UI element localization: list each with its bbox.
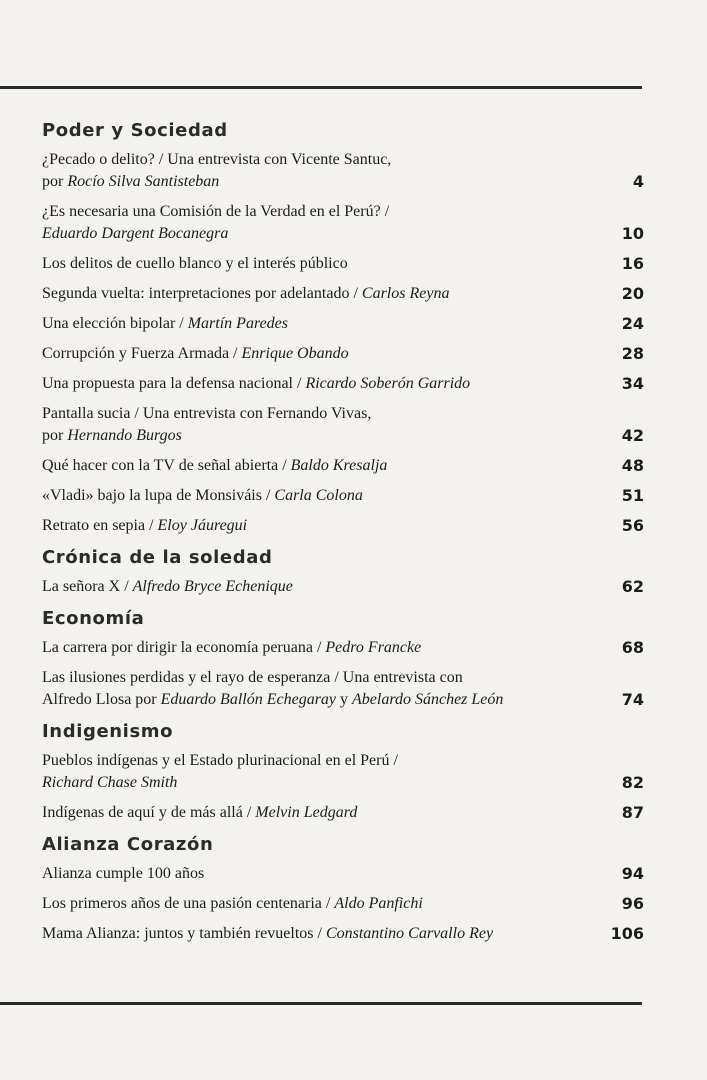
entry-text: por	[42, 427, 68, 444]
toc-entry	[42, 343, 644, 365]
toc-entry	[42, 863, 644, 885]
toc-entry	[42, 373, 644, 395]
entry-text: Mama Alianza: juntos y también revueltos /	[42, 925, 326, 942]
toc-section	[42, 120, 644, 537]
entry-author: Eduardo Ballón Echegaray	[160, 691, 337, 708]
entry-text: Alianza cumple 100 años	[42, 865, 205, 882]
entry-author: Richard Chase Smith	[42, 774, 178, 791]
toc-entry	[42, 802, 644, 824]
page-number: 68	[621, 638, 644, 657]
toc-entry	[42, 253, 644, 275]
entry-text: ¿Es necesaria una Comisión de la Verdad en el Perú? /	[42, 203, 390, 220]
entry-author: Rocío Silva Santisteban	[67, 173, 220, 190]
toc-entry	[42, 313, 644, 335]
entry-text: La señora X /	[42, 578, 133, 595]
entry-text: Corrupción y Fuerza Armada /	[42, 345, 242, 362]
page-number: 96	[621, 894, 644, 913]
page-number: 24	[621, 314, 644, 333]
page-number: 62	[621, 577, 644, 596]
page-number: 51	[621, 486, 644, 505]
toc-entry	[42, 403, 644, 447]
entry-text: Retrato en sepia /	[42, 517, 158, 534]
entry-author: Alfredo Bryce Echenique	[132, 578, 293, 595]
entry-author: Pedro Francke	[325, 639, 422, 656]
toc-entry	[42, 637, 644, 659]
toc-section	[42, 834, 644, 945]
entry-text: Los primeros años de una pasión centenaria /	[42, 895, 335, 912]
toc-entry	[42, 923, 644, 945]
entry-author: Eloy Jáuregui	[157, 517, 248, 534]
entry-text: Alfredo Llosa por	[42, 691, 161, 708]
page-number: 56	[621, 516, 644, 535]
entry-text: Una elección bipolar /	[42, 315, 188, 332]
entry-author: Hernando Burgos	[67, 427, 182, 444]
entry-text: Los delitos de cuello blanco y el interés público	[42, 255, 348, 272]
table-of-contents	[42, 120, 644, 953]
entry-text: Qué hacer con la TV de señal abierta /	[42, 457, 291, 474]
toc-section	[42, 721, 644, 824]
section-title: Poder y Sociedad	[42, 120, 228, 141]
toc-entry	[42, 667, 644, 711]
page-number: 48	[621, 456, 644, 475]
entry-text: La carrera por dirigir la economía peruana /	[42, 639, 326, 656]
entry-author: Enrique Obando	[241, 345, 349, 362]
page-number: 74	[621, 690, 644, 709]
page-number: 20	[621, 284, 644, 303]
page-number: 10	[621, 224, 644, 243]
page-number: 106	[610, 924, 644, 943]
entry-text: «Vladi» bajo la lupa de Monsiváis /	[42, 487, 275, 504]
page-number: 28	[621, 344, 644, 363]
entry-author: Carlos Reyna	[361, 285, 450, 302]
toc-entry	[42, 149, 644, 193]
section-title: Crónica de la soledad	[42, 547, 273, 568]
page-number: 94	[621, 864, 644, 883]
toc-section	[42, 547, 644, 598]
toc-entry	[42, 485, 644, 507]
entry-text: Indígenas de aquí y de más allá /	[42, 804, 256, 821]
entry-text: Pueblos indígenas y el Estado plurinacional en el Perú /	[42, 752, 398, 769]
toc-entry	[42, 283, 644, 305]
page-number: 34	[621, 374, 644, 393]
page-number: 42	[621, 426, 644, 445]
entry-author: Baldo Kresalja	[290, 457, 388, 474]
entry-text: Una propuesta para la defensa nacional /	[42, 375, 306, 392]
section-title: Economía	[42, 608, 145, 629]
entry-text: y	[336, 691, 353, 708]
section-title: Indigenismo	[42, 721, 174, 742]
toc-entry	[42, 893, 644, 915]
entry-author: Abelardo Sánchez León	[352, 691, 504, 708]
toc-entry	[42, 515, 644, 537]
entry-author: Ricardo Soberón Garrido	[305, 375, 471, 392]
entry-text: por	[42, 173, 68, 190]
page-number: 87	[621, 803, 644, 822]
entry-author: Martín Paredes	[187, 315, 288, 332]
page-number: 82	[621, 773, 644, 792]
entry-author: Aldo Panfichi	[334, 895, 423, 912]
page-number: 16	[621, 254, 644, 273]
bottom-rule	[0, 1002, 642, 1005]
section-title: Alianza Corazón	[42, 834, 214, 855]
entry-author: Melvin Ledgard	[255, 804, 358, 821]
toc-entry	[42, 750, 644, 794]
entry-text: Segunda vuelta: interpretaciones por adelantado /	[42, 285, 362, 302]
entry-text: Pantalla sucia / Una entrevista con Fernando Vivas,	[42, 405, 372, 422]
entry-author: Constantino Carvallo Rey	[325, 925, 494, 942]
toc-entry	[42, 576, 644, 598]
toc-section	[42, 608, 644, 711]
top-rule	[0, 86, 642, 89]
toc-entry	[42, 201, 644, 245]
entry-author: Carla Colona	[274, 487, 363, 504]
toc-entry	[42, 455, 644, 477]
entry-author: Eduardo Dargent Bocanegra	[42, 225, 229, 242]
entry-text: ¿Pecado o delito? / Una entrevista con Vicente Santuc,	[42, 151, 392, 168]
entry-text: Las ilusiones perdidas y el rayo de esperanza / Una entrevista con	[42, 669, 463, 686]
page-number: 4	[632, 172, 644, 191]
